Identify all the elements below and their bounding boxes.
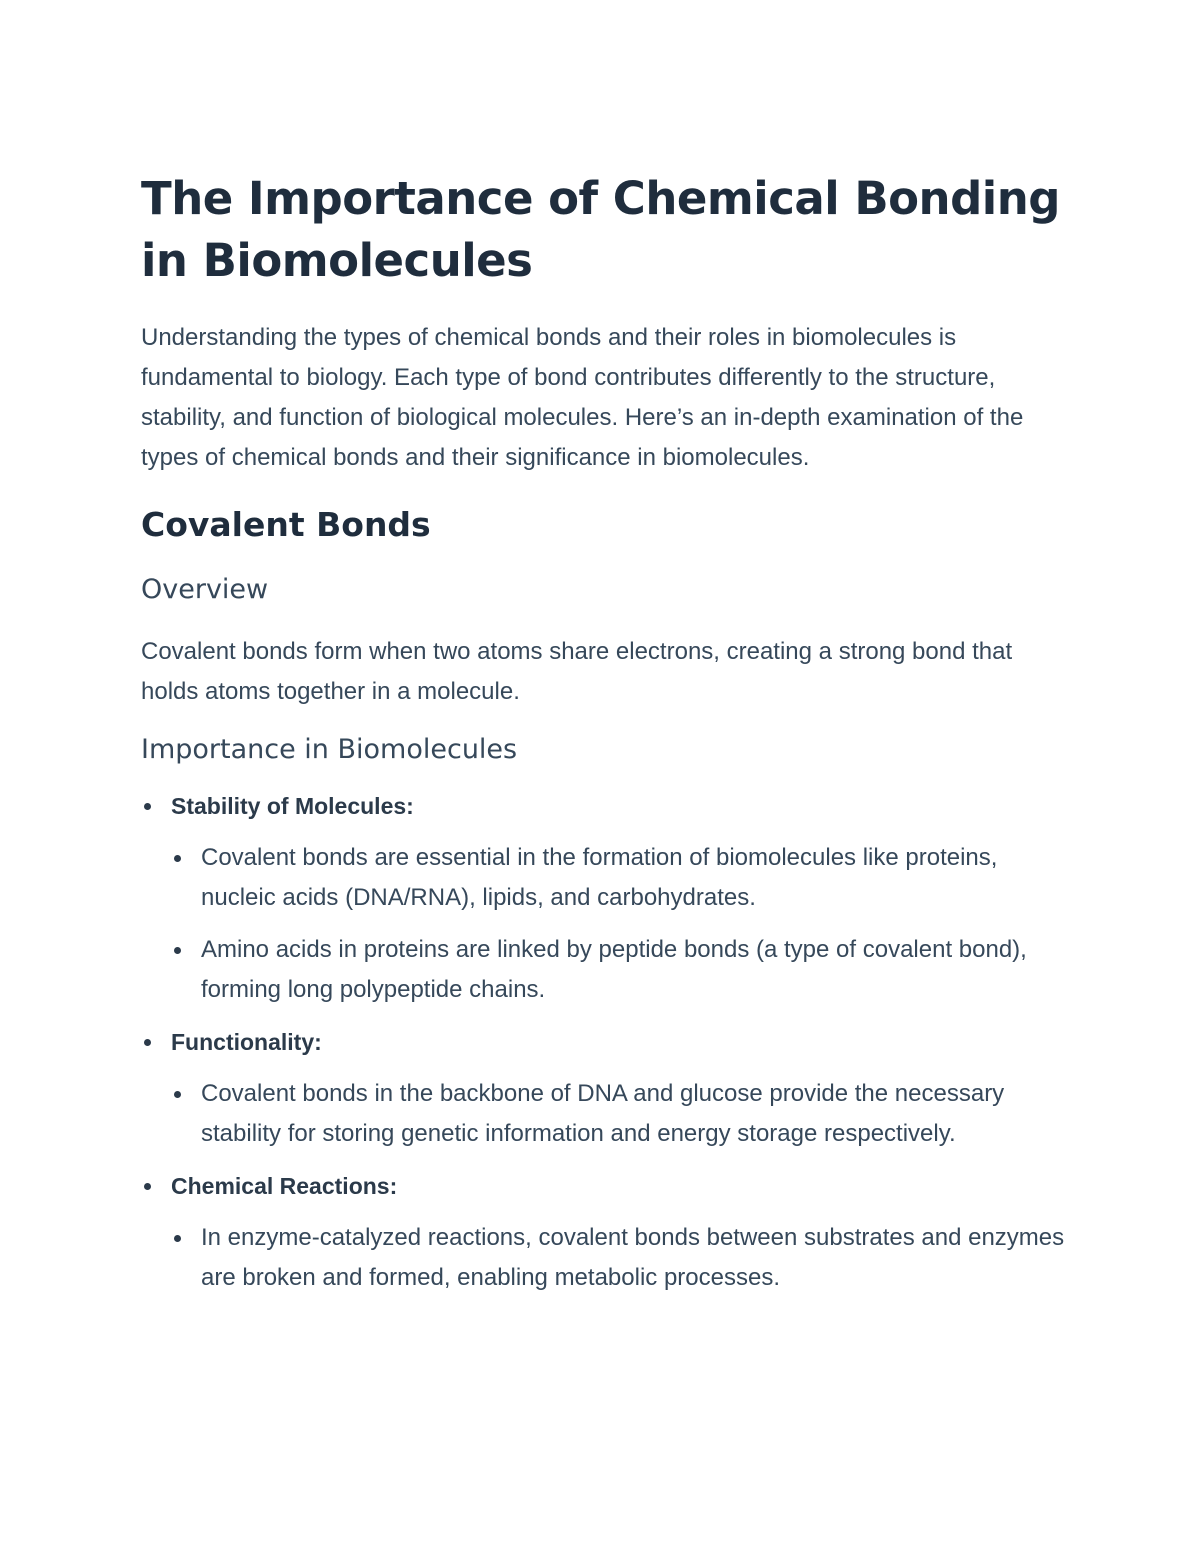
section-heading-covalent-bonds: Covalent Bonds bbox=[141, 505, 431, 544]
list-item-label: Chemical Reactions: bbox=[171, 1173, 398, 1199]
subheading-importance: Importance in Biomolecules bbox=[141, 734, 518, 765]
bullet-icon bbox=[174, 947, 181, 954]
sub-list-item bbox=[171, 930, 1071, 1010]
sub-list-item-text: Covalent bonds in the backbone of DNA and glucose provide the necessary stability for storing genetic information and energy storage respectively. bbox=[201, 1080, 1005, 1147]
list-item-chemical-reactions bbox=[141, 1166, 1071, 1298]
sub-list-item-text: Covalent bonds are essential in the formation of biomolecules like proteins, nucleic acids (DNA/RNA), lipids, and carbohydrates. bbox=[201, 844, 998, 911]
list-item-label: Functionality: bbox=[171, 1029, 322, 1055]
list-item-stability bbox=[141, 786, 1071, 1010]
list-item-functionality bbox=[141, 1022, 1071, 1154]
sub-list-item-text: In enzyme-catalyzed reactions, covalent bonds between substrates and enzymes are broken and formed, enabling metabolic processes. bbox=[201, 1224, 1065, 1291]
overview-paragraph: Covalent bonds form when two atoms share electrons, creating a strong bond that holds atoms together in a molecule. bbox=[141, 638, 1013, 705]
list-item-label: Stability of Molecules: bbox=[171, 793, 414, 819]
bullet-icon bbox=[174, 1235, 181, 1242]
bullet-icon bbox=[174, 1091, 181, 1098]
bullet-icon bbox=[144, 803, 151, 810]
sub-list-item bbox=[171, 838, 1071, 918]
sub-list-item-text: Amino acids in proteins are linked by peptide bonds (a type of covalent bond), forming long polypeptide chains. bbox=[201, 936, 1027, 1003]
sub-list bbox=[171, 1074, 1071, 1154]
page-title: The Importance of Chemical Bonding in Biomolecules bbox=[141, 172, 1060, 287]
sub-list-item bbox=[171, 1218, 1071, 1298]
document-page bbox=[141, 168, 1071, 1310]
intro-paragraph: Understanding the types of chemical bonds and their roles in biomolecules is fundamental to biology. Each type of bond contributes differently to the structure, stability, and function of biological molecules. Here’s an in-depth examination of the types of chemical bonds and their significance in biomolecules. bbox=[141, 324, 1024, 471]
sub-list bbox=[171, 1218, 1071, 1298]
sub-list-item bbox=[171, 1074, 1071, 1154]
bullet-icon bbox=[174, 855, 181, 862]
sub-list bbox=[171, 838, 1071, 1010]
importance-list bbox=[141, 786, 1071, 1298]
subheading-overview: Overview bbox=[141, 574, 269, 605]
bullet-icon bbox=[144, 1183, 151, 1190]
bullet-icon bbox=[144, 1039, 151, 1046]
